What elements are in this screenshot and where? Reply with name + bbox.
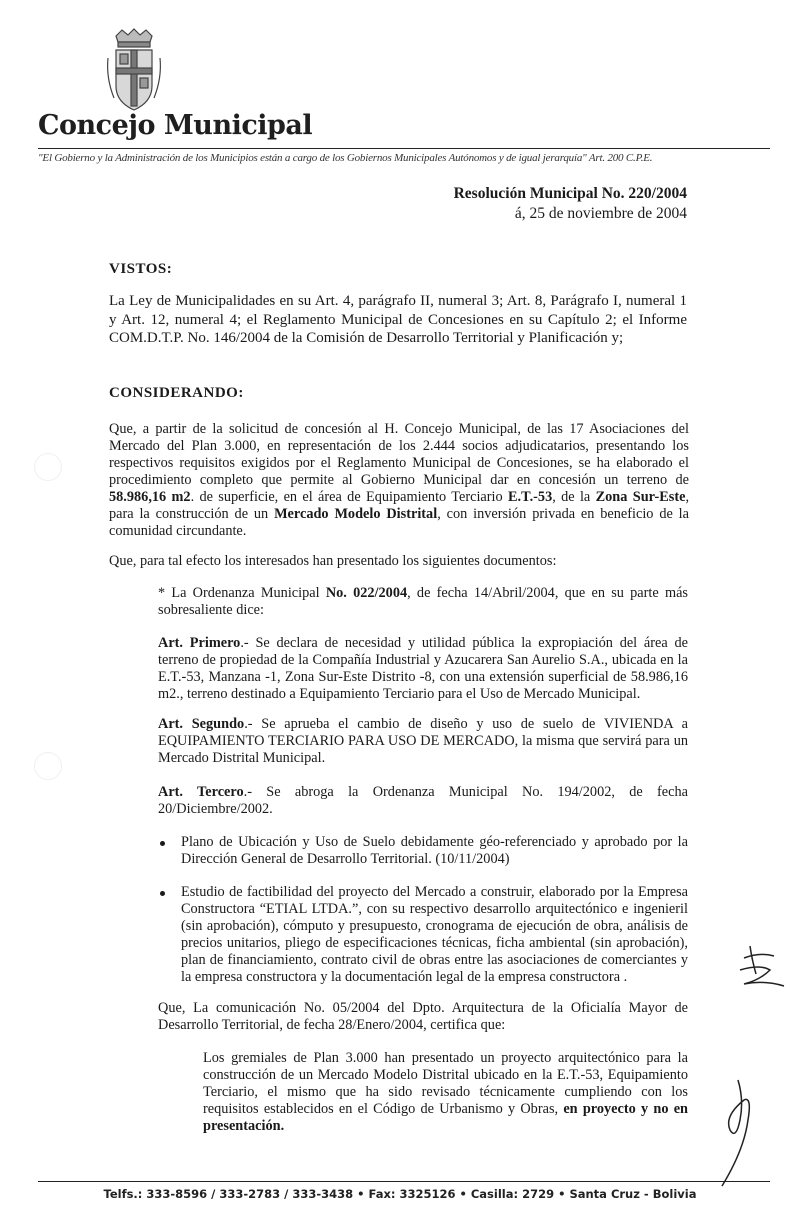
article-third [158,784,688,818]
coat-of-arms-logo [104,28,164,114]
header-divider [38,148,770,149]
resolution-block [454,184,687,224]
ordinance-paragraph [158,585,688,619]
organization-name: Concejo Municipal [38,110,313,141]
punch-hole-mark [34,752,62,780]
article-second-text: .- Se aprueba el cambio de diseño y uso de suelo de VIVIENDA a EQUIPAMIENTO TERCIARIO PARA USO DE MERCADO, la misma que servirá para un Mercado Distrital Municipal. [158,716,689,766]
resolution-title: Resolución Municipal No. 220/2004 [453,185,687,202]
ordinance-text-a: * La Ordenanza Municipal [158,585,320,601]
handwritten-initial-mark [730,940,790,988]
article-first-text: .- Se declara de necesidad y utilidad pública la expropiación del área de terreno de propiedad de la Compañía Industrial y Azucarera San Aurelio S.A., ubicada en la E.T.-53, Manzana -1, Zona Sur-Este Distrito -8, con una extensión superficial de 58.986,16 m2., terreno destinado a Equipamiento Terciario para el Uso de Mercado Municipal. [158,635,688,702]
considerando-heading: CONSIDERANDO: [109,385,244,401]
quoted-certification [203,1050,688,1135]
p1-text-e: , de la [552,489,591,505]
ordinance-number: No. 022/2004 [325,585,408,601]
footer-contact: Telfs.: 333-8596 / 333-2783 / 333-3438 • Fax: 3325126 • Casilla: 2729 • Santa Cruz - Bolivia [103,1187,697,1201]
article-first-label: Art. Primero [158,635,241,651]
footer-divider [38,1181,770,1182]
quote-emphasis: en proyecto y no en presentación. [203,1101,689,1134]
p1-text-i: , con inversión privada en beneficio de la comunidad circundante. [109,506,689,539]
vistos-heading: VISTOS: [109,261,173,277]
p1-zone-name: Zona Sur-Este [595,489,686,505]
ordinance-text-c: , de fecha 14/Abril/2004, que en su parte más sobresaliente dice: [158,585,688,618]
p1-zone-code: E.T.-53 [508,489,553,505]
article-second [158,716,688,767]
article-first [158,635,688,703]
p1-area: 58.986,16 m2 [109,489,191,505]
article-third-text: .- Se abroga la Ordenanza Municipal No. 194/2002, de fecha 20/Diciembre/2002. [158,784,688,817]
bullet-2-dot [160,891,165,896]
p1-text-a: Que, a partir de la solicitud de concesión al H. Concejo Municipal, de las 17 Asociaciones del Mercado del Plan 3.000, en representación de los 2.444 socios adjudicatarios, presentando los respectivos requisitos exigidos por el Reglamento Municipal de Concesiones, se ha elaborado el procedimiento completo que permite al Gobierno Municipal dar en concesión un terreno de [109,421,689,488]
header-motto: "El Gobierno y la Administración de los Municipios están a cargo de los Gobiernos Municipales Autónomos y de igual jerarquía" Art. 200 C.P.E. [38,152,653,164]
bullet-item-2: Estudio de factibilidad del proyecto del Mercado a construir, elaborado por la Empresa Constructora “ETIAL LTDA.”, con su respectivo desarrollo arquitectónico e ingenieril (sin aprobación), cómputo y presupuesto, cronograma de ejecución de obra, análisis de precios unitarios, pliego de especificaciones técnicas, ficha ambiental (sin aprobación), plan de financiamiento, contrato civil de obras entre las asociaciones de comerciantes y la empresa constructora y la documentación legal de la empresa constructora . [181,884,688,985]
bullet-item-1: Plano de Ubicación y Uso de Suelo debidamente géo-referenciado y aprobado por la Dirección General de Desarrollo Territorial. (10/11/2004) [181,834,688,867]
handwritten-signature [700,1070,760,1190]
article-third-label: Art. Tercero [158,784,244,800]
article-second-label: Art. Segundo [158,716,245,732]
resolution-date: á, 25 de noviembre de 2004 [514,205,687,222]
vistos-paragraph: La Ley de Municipalidades en su Art. 4, parágrafo II, numeral 3; Art. 8, Parágrafo I, numeral 1 y Art. 12, numeral 4; el Reglamento Municipal de Concesiones en su Capítulo 2; el Informe COM.D.T.P. No. 146/2004 de la Comisión de Desarrollo Territorial y Planificación y; [109,293,687,346]
considerando-paragraph-3: Que, La comunicación No. 05/2004 del Dpto. Arquitectura de la Oficialía Mayor de Desarrollo Territorial, de fecha 28/Enero/2004, certifica que: [158,1000,688,1033]
punch-hole-mark [34,453,62,481]
considerando-paragraph-2: Que, para tal efecto los interesados han presentado los siguientes documentos: [109,553,557,569]
considerando-paragraph-1 [109,421,689,540]
p1-market-name: Mercado Modelo Distrital [274,506,438,522]
p1-text-c: . de superficie, en el área de Equipamiento Terciario [190,489,503,505]
bullet-1-dot [160,841,165,846]
quote-text: Los gremiales de Plan 3.000 han presentado un proyecto arquitectónico para la construcción de un Mercado Modelo Distrital ubicado en la E.T.-53, Equipamiento Terciario, el mismo que ha sido revisado técnicamente cumpliendo con los requisitos establecidos en el Código de Urbanismo y Obras, [203,1050,688,1117]
p1-text-g: , para la construcción de un [109,489,690,522]
